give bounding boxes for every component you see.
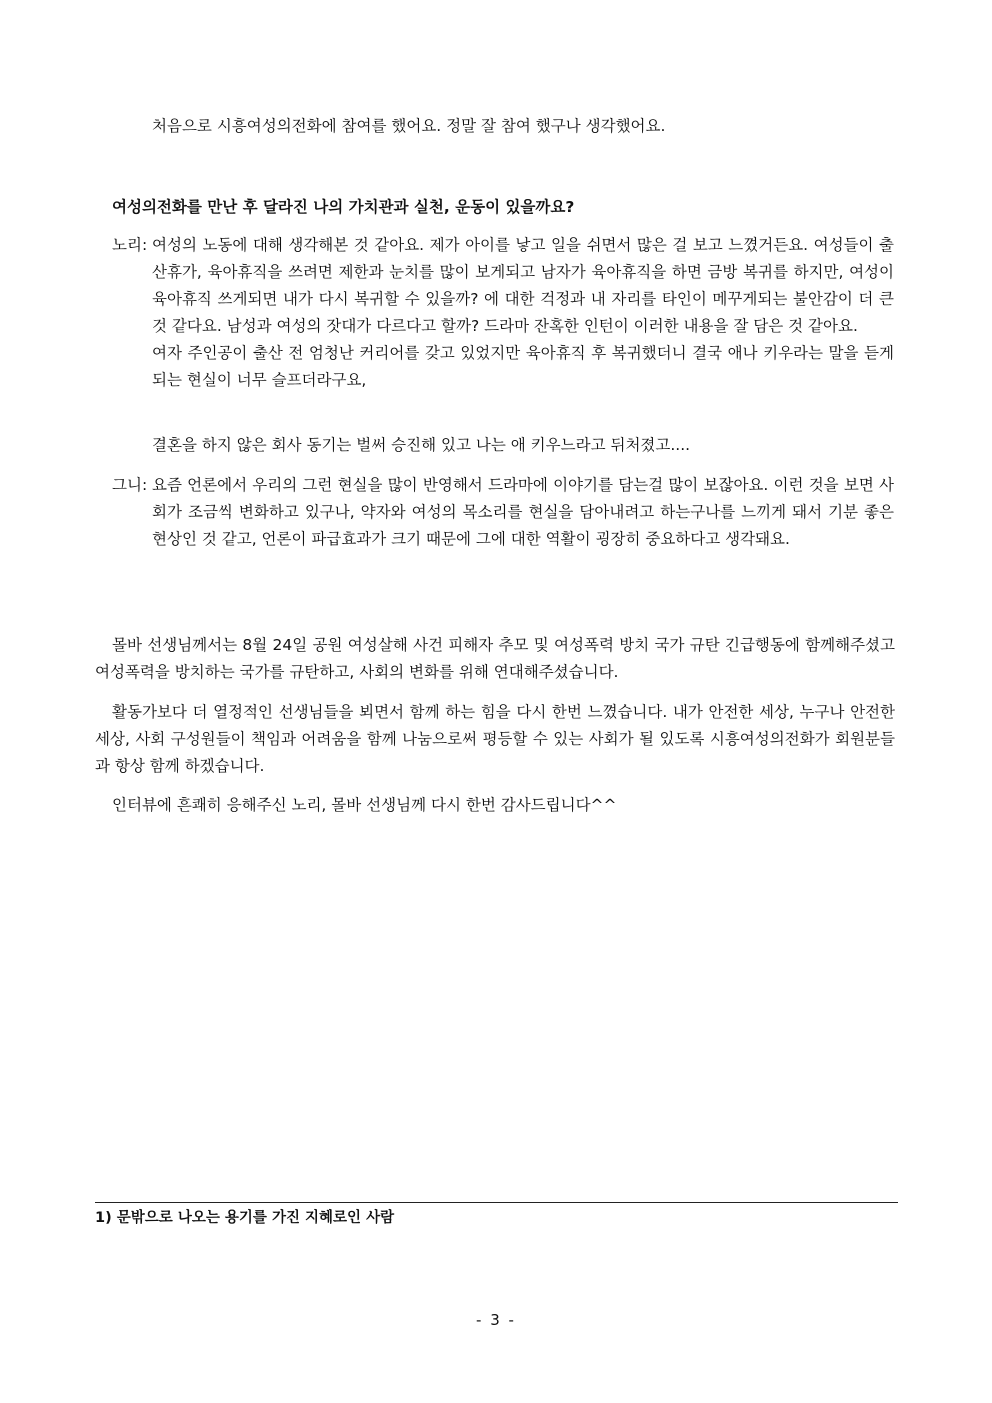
answer-geuni xyxy=(112,472,894,582)
answer-paragraph: 여성의 노동에 대해 생각해본 것 같아요. 제가 아이를 낳고 일을 쉬면서 많은 걸 보고 느꼈거든요. 여성들이 출산휴가, 육아휴직을 쓰려면 제한과 눈치를 많이 보게되고 남자가 육아휴직을 하면 금방 복귀를 하지만, 여성이 육아휴직 쓰게되면 내가 다시 복귀할 수 있을까? 에 대한 걱정과 내 자리를 타인이 메꾸게되는 불안감이 더 큰 것 같다요. 남성과 여성의 잣대가 다르다고 할까? 드라마 잔혹한 인턴이 이러한 내용을 잘 담은 것 같아요. xyxy=(152,236,894,335)
speaker-label: 그니: xyxy=(112,476,148,494)
answer-nori-continued xyxy=(112,432,894,462)
answer-text xyxy=(152,472,894,553)
closing-text: 몰바 선생님께서는 8월 24일 공원 여성살해 사건 피해자 추모 및 여성폭력 방치 국가 규탄 긴급행동에 함께해주셨고 여성폭력을 방치하는 국가를 규탄하고, 사회의 변화를 위해 연대해주셨습니다. xyxy=(95,636,895,681)
answer-paragraph: 여자 주인공이 출산 전 엄청난 커리어를 갖고 있었지만 육아휴직 후 복귀했더니 결국 애나 키우라는 말을 듣게 되는 현실이 너무 슬프더라구요, xyxy=(152,344,894,389)
intro-line: 처음으로 시흥여성의전화에 참여를 했어요. 정말 잘 참여 했구나 생각했어요. xyxy=(152,117,666,135)
answer-paragraph: 결혼을 하지 않은 회사 동기는 벌써 승진해 있고 나는 애 키우느라고 뒤처졌고.... xyxy=(152,436,691,454)
answer-paragraph: 요즘 언론에서 우리의 그런 현실을 많이 반영해서 드라마에 이야기를 담는걸 많이 보잖아요. 이런 것을 보면 사회가 조금씩 변화하고 있구나, 약자와 여성의 목소리를 현실을 담아내려고 하는구나를 느끼게 돼서 기분 좋은 현상인 것 같고, 언론이 파급효과가 크기 때문에 그에 대한 역활이 굉장히 중요하다고 생각돼요. xyxy=(152,476,894,548)
closing-paragraph xyxy=(95,792,895,819)
answer-nori xyxy=(112,232,894,422)
footnote-divider xyxy=(95,1202,898,1203)
closing-text: 인터뷰에 흔쾌히 응해주신 노리, 몰바 선생님께 다시 한번 감사드립니다^^ xyxy=(112,796,617,814)
closing-paragraph xyxy=(95,699,895,780)
closing-paragraph xyxy=(95,632,895,686)
speaker-label: 노리: xyxy=(112,236,148,254)
footnote: 1) 문밖으로 나오는 용기를 가진 지혜로인 사람 xyxy=(95,1210,395,1226)
closing-text: 활동가보다 더 열정적인 선생님들을 뵈면서 함께 하는 힘을 다시 한번 느꼈습니다. 내가 안전한 세상, 누구나 안전한 세상, 사회 구성원들이 책임과 어려움을 함께 나눔으로써 평등할 수 있는 사회가 될 있도록 시흥여성의전화가 회원분들과 항상 함께 하겠습니다. xyxy=(95,703,895,775)
answer-text xyxy=(152,432,894,459)
page-number: - 3 - xyxy=(476,1311,516,1329)
section-question: 여성의전화를 만난 후 달라진 나의 가치관과 실천, 운동이 있을까요? xyxy=(112,198,575,216)
answer-text xyxy=(152,232,894,394)
